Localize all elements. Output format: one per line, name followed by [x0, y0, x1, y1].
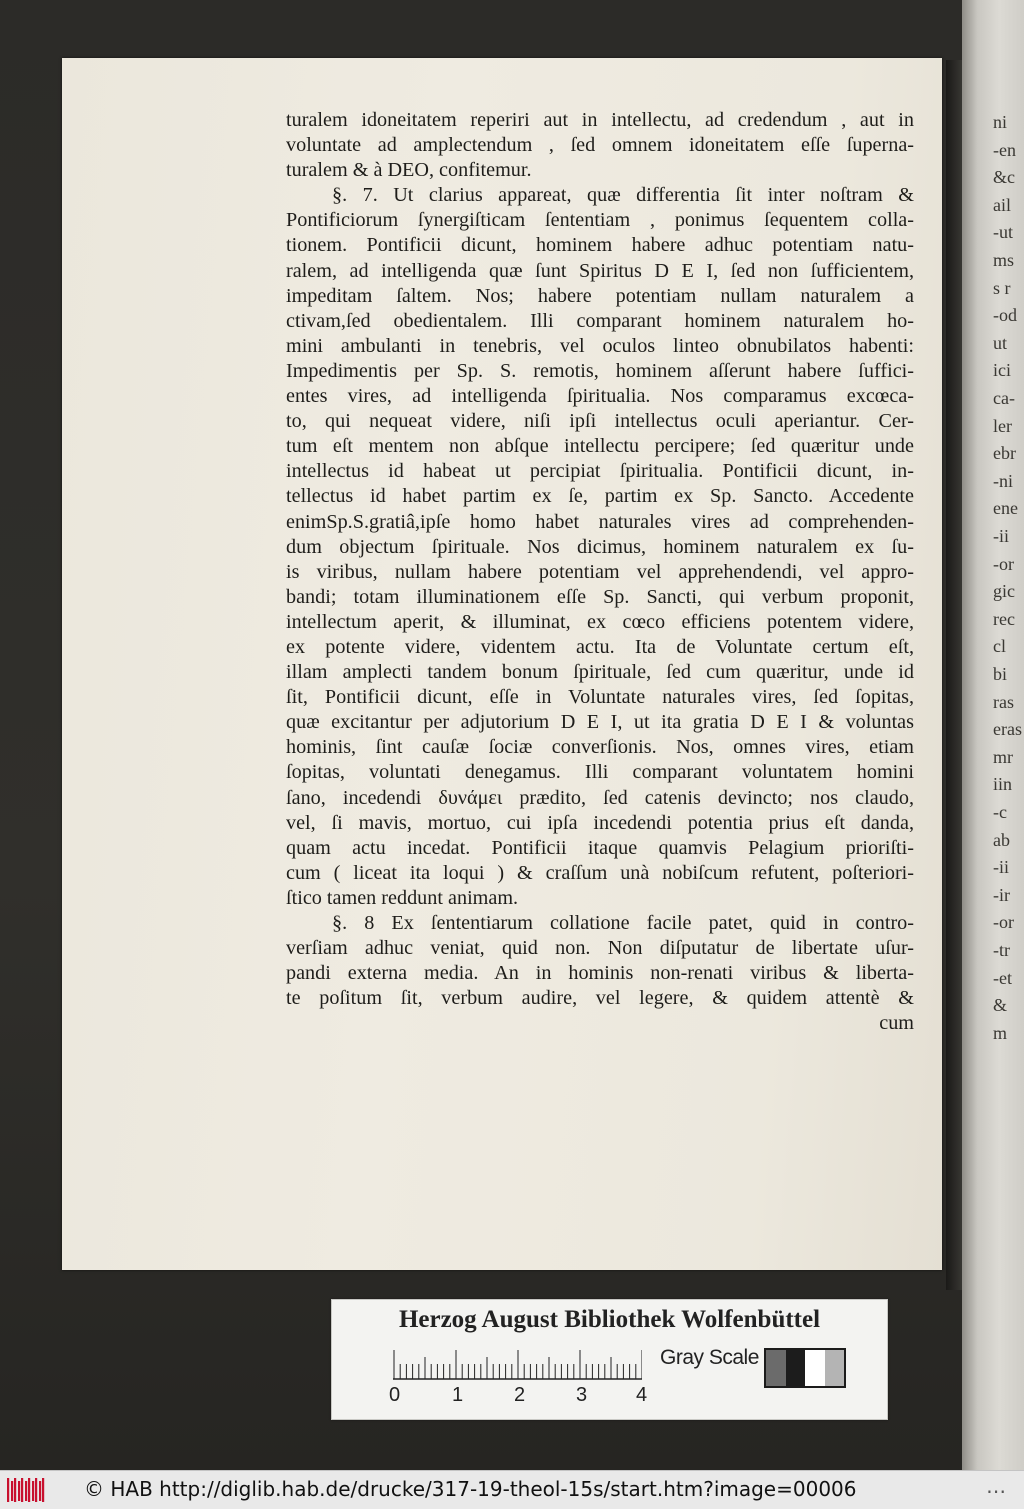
next-page-fragment: -or [993, 912, 1014, 933]
next-page-fragment: &c [993, 167, 1015, 188]
copyright-url-text[interactable]: © HAB http://diglib.hab.de/drucke/317-19-theol-15s/start.htm?image=00006 [84, 1477, 857, 1501]
next-page-fragment: -ut [993, 222, 1013, 243]
logo-bar [42, 1478, 44, 1502]
text-line: enimSp.S.gratiâ,ipſe homo habet naturales vires ad comprehenden- [286, 510, 914, 533]
next-page-fragment: -en [993, 139, 1016, 160]
text-line: ralem, ad intelligenda quæ ſunt Spiritus D E I, ſed non ſufficientem, [286, 259, 914, 282]
next-page-fragment: -ii [993, 857, 1009, 878]
text-line: §. 7. Ut clarius appareat, quæ differentia ſit inter noſtram & [332, 184, 914, 207]
text-line: §. 8 Ex ſententiarum collatione facile patet, quid in contro- [332, 912, 914, 934]
gray-patch [786, 1350, 806, 1386]
next-page-fragment: ca- [993, 388, 1015, 408]
next-page-fragment: bi [993, 664, 1008, 684]
next-page-fragment: -or [993, 553, 1014, 574]
color-calibration-card [331, 1299, 888, 1420]
library-name: Herzog August Bibliothek Wolfenbüttel [398, 1306, 821, 1333]
scale-number: 0 [389, 1384, 401, 1406]
text-line: ſtico tamen reddunt animam. [286, 886, 519, 909]
next-page-fragment: -c [993, 802, 1007, 822]
next-page-fragment: ebr [993, 443, 1016, 464]
logo-bar [32, 1481, 34, 1501]
page-text [286, 108, 914, 1036]
logo-bar [25, 1481, 27, 1501]
logo-bar [28, 1478, 30, 1502]
text-line: quam actu incedat. Pontificii itaque quamvis Pelagium prioriſti- [286, 836, 914, 859]
next-page-fragment: -od [993, 305, 1017, 326]
text-line: intellectum aperit, & illuminat, ex cœco efficiens potentem videre, [286, 610, 914, 633]
text-line: illam amplecti tandem bonum ſpirituale, ſed cum quæritur, unde id [286, 661, 914, 684]
footer-bar [0, 1470, 1024, 1509]
scale-number: 3 [576, 1384, 588, 1406]
next-page-fragment: ras [993, 691, 1014, 712]
text-line: cum ( liceat ita loqui ) & craſſum unà nobiſcum refutent, poſteriori- [286, 861, 914, 884]
text-line: tionem. Pontificii dicunt, hominem habere adhuc potentiam natu- [286, 234, 914, 257]
logo-bar [39, 1481, 41, 1501]
logo-bar [18, 1481, 20, 1501]
text-line: intellectus id habeat ut percipiat ſpiritualia. Pontificii dicunt, in- [286, 460, 914, 483]
text-line: turalem idoneitatem reperiri aut in intellectu, ad credendum , aut in [286, 109, 914, 131]
text-line: ctivam,ſed obedientalem. Illi comparant hominem naturalem ho- [286, 309, 914, 332]
text-line: Pontificiorum ſynergiſticam ſententiam , ponimus ſequentem colla- [286, 209, 914, 232]
text-line: ſopitas, voluntati denegamus. Illi comparant voluntatem homini [286, 761, 914, 784]
next-page-fragment: -tr [993, 940, 1010, 960]
gray-scale-label: Gray Scale [660, 1346, 759, 1369]
hab-logo-icon[interactable] [6, 1477, 46, 1503]
logo-bar [21, 1478, 23, 1502]
catchword: cum [879, 1012, 914, 1035]
next-page-fragment: ici [993, 360, 1011, 381]
text-line: tum eſt mentem non abſque intellectu percipere; ſed quæritur unde [286, 435, 914, 458]
logo-bar [35, 1478, 37, 1502]
next-page-fragment: -ni [993, 470, 1013, 491]
next-page-fragment: gic [993, 581, 1015, 602]
next-page-fragment: ler [993, 415, 1012, 436]
text-line: pandi externa media. An in hominis non-renati viribus & liberta- [286, 962, 914, 985]
next-page-fragment: mr [993, 746, 1013, 767]
text-line: verſiam adhuc veniat, quid non. Non diſputatur de libertate uſur- [286, 937, 914, 960]
text-line: dum objectum ſpirituale. Nos dicimus, hominem naturalem ex ſu- [286, 535, 914, 558]
logo-bar [14, 1478, 16, 1502]
next-page-fragment: ene [993, 498, 1018, 519]
next-page-fragment: -et [993, 967, 1012, 988]
text-line: ſano, incedendi δυνάμει prædito, ſed catenis devincto; nos claudo, [286, 786, 914, 809]
next-page-fragment: m [993, 1022, 1008, 1043]
scale-number: 4 [636, 1384, 648, 1406]
logo-bar [11, 1481, 13, 1501]
text-line: hominis, ſint cauſæ ſociæ converſionis. Nos, omnes vires, etiam [286, 736, 914, 759]
logo-bar [7, 1478, 9, 1502]
next-page-fragment: s r [993, 277, 1011, 298]
next-page-fragment: ni [993, 112, 1008, 132]
next-page-fragment: ut [993, 332, 1008, 353]
next-page-fragment: & [993, 995, 1008, 1016]
scale-ruler [393, 1350, 642, 1380]
next-page-fragment: ail [993, 194, 1011, 215]
next-page-fragment: ab [993, 829, 1010, 850]
text-line: Impedimentis per Sp. S. remotis, hominem aſſerunt habere ſuffici- [286, 359, 914, 382]
gray-patch [825, 1350, 845, 1386]
text-line: mini ambulanti in tenebris, vel oculos linteo obnubilatos habenti: [286, 334, 914, 357]
next-page-fragment: rec [993, 608, 1015, 629]
next-page-fragment: -ir [993, 884, 1010, 905]
text-line: entes vires, ad intelligenda ſpiritualia. Nos comparamus excœca- [286, 385, 914, 408]
next-page-fragment: eras [993, 719, 1022, 740]
next-page-fragment: ms [993, 250, 1015, 270]
text-line: vel, ſi mavis, mortuo, cui ipſa incedendi potentia prius eſt danda, [286, 811, 914, 834]
next-page-fragment: cl [993, 636, 1006, 657]
text-line: te poſitum ſit, verbum audire, vel legere, & quidem attentè & [286, 987, 914, 1010]
scale-number: 1 [452, 1384, 464, 1406]
text-line: to, qui nequeat videre, niſi ipſi intellectus oculi aperiantur. Cer- [286, 410, 914, 433]
text-line: voluntate ad amplectendum , ſed omnem idoneitatem eſſe ſuperna- [286, 134, 914, 157]
text-line: is viribus, nullam habere potentiam vel apprehendendi, vel appro- [286, 560, 914, 583]
gray-patch [805, 1350, 825, 1386]
next-page-fragment: -ii [993, 526, 1009, 546]
gray-patch [766, 1350, 786, 1386]
next-page-fragment: iin [993, 774, 1013, 795]
text-line: impeditam ſaltem. Nos; habere potentiam nullam naturalem a [286, 284, 914, 307]
text-line: quæ excitantur per adjutorium D E I, ut ita gratia D E I & voluntas [286, 711, 914, 734]
text-line: ex potente videre, videntem actu. Ita de Voluntate certum eſt, [286, 635, 914, 658]
more-menu-icon[interactable]: ⋯ [986, 1479, 1004, 1503]
gray-scale-patches [764, 1348, 846, 1388]
text-line: ſit, Pontificii dicunt, eſſe in Voluntate naturales vires, ſed ſopitas, [286, 686, 914, 709]
text-line: tellectus id habet partim ex ſe, partim ex Sp. Sancto. Accedente [286, 485, 914, 508]
text-line: bandi; totam illuminationem eſſe Sp. Sancti, qui verbum proponit, [286, 585, 914, 608]
scale-number: 2 [514, 1384, 526, 1406]
text-line: turalem & à DEO, confitemur. [286, 159, 532, 182]
